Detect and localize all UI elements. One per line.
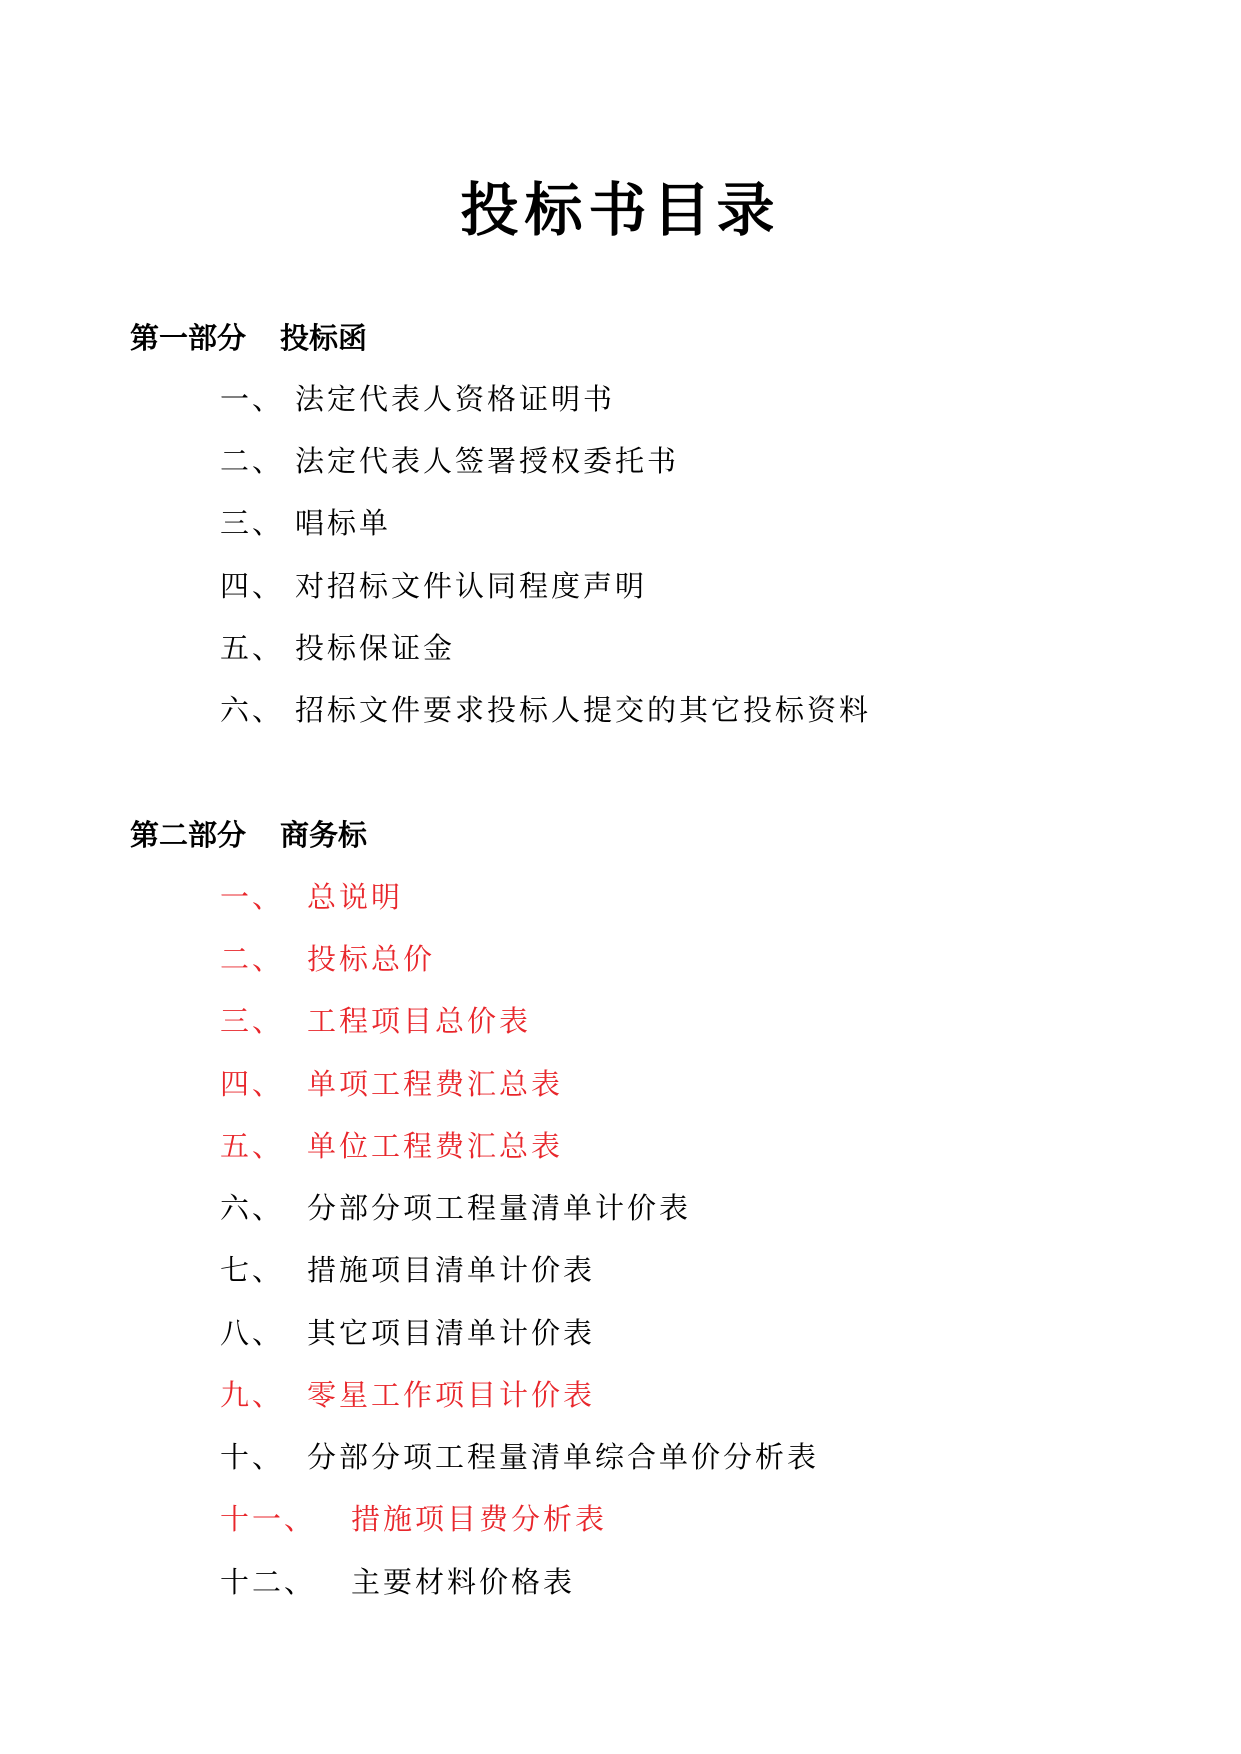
toc-item bbox=[220, 628, 456, 668]
toc-item-number: 一、 bbox=[220, 880, 285, 914]
toc-item bbox=[220, 1001, 532, 1041]
toc-item-number: 二、 bbox=[220, 444, 285, 478]
toc-item-number: 六、 bbox=[220, 693, 285, 727]
toc-item-text: 对招标文件认同程度声明 bbox=[295, 569, 648, 603]
toc-item-number: 五、 bbox=[220, 631, 285, 665]
toc-item-text: 措施项目清单计价表 bbox=[307, 1253, 596, 1287]
toc-item-number: 十一、 bbox=[220, 1502, 317, 1536]
toc-item bbox=[220, 1499, 608, 1539]
toc-item-number: 五、 bbox=[220, 1129, 285, 1163]
toc-item-number: 六、 bbox=[220, 1191, 285, 1225]
toc-item bbox=[220, 1064, 564, 1104]
part-heading-2 bbox=[130, 815, 367, 855]
toc-item-text: 零星工作项目计价表 bbox=[307, 1378, 596, 1412]
toc-item bbox=[220, 1188, 692, 1228]
toc-item-number: 三、 bbox=[220, 506, 285, 540]
part-heading-1 bbox=[130, 318, 367, 358]
toc-item-text: 投标保证金 bbox=[295, 631, 456, 665]
toc-item-number: 十、 bbox=[220, 1440, 285, 1474]
toc-item-text: 单位工程费汇总表 bbox=[307, 1129, 564, 1163]
toc-item-text: 措施项目费分析表 bbox=[351, 1502, 608, 1536]
toc-item bbox=[220, 1126, 564, 1166]
toc-item bbox=[220, 441, 680, 481]
toc-item-number: 七、 bbox=[220, 1253, 285, 1287]
toc-item bbox=[220, 1313, 596, 1353]
toc-item-number: 一、 bbox=[220, 382, 285, 416]
toc-item-text: 主要材料价格表 bbox=[351, 1565, 576, 1599]
toc-item-number: 三、 bbox=[220, 1004, 285, 1038]
toc-item bbox=[220, 379, 616, 419]
toc-item bbox=[220, 566, 648, 606]
toc-item-number: 二、 bbox=[220, 942, 285, 976]
toc-item-text: 其它项目清单计价表 bbox=[307, 1316, 596, 1350]
toc-item-text: 法定代表人资格证明书 bbox=[295, 382, 616, 416]
part-label: 第一部分 bbox=[130, 321, 247, 355]
toc-item-text: 分部分项工程量清单计价表 bbox=[307, 1191, 692, 1225]
toc-item bbox=[220, 1250, 596, 1290]
toc-item-number: 四、 bbox=[220, 1067, 285, 1101]
toc-item bbox=[220, 1562, 576, 1602]
toc-item bbox=[220, 503, 392, 543]
toc-item-text: 唱标单 bbox=[295, 506, 392, 540]
document-title: 投标书目录 bbox=[460, 176, 781, 244]
toc-item-text: 总说明 bbox=[307, 880, 404, 914]
toc-item-number: 十二、 bbox=[220, 1565, 317, 1599]
toc-item bbox=[220, 877, 404, 917]
toc-item bbox=[220, 939, 436, 979]
toc-item-number: 九、 bbox=[220, 1378, 285, 1412]
toc-item-number: 八、 bbox=[220, 1316, 285, 1350]
part-name: 商务标 bbox=[280, 818, 368, 852]
part-name: 投标函 bbox=[280, 321, 368, 355]
toc-item-text: 单项工程费汇总表 bbox=[307, 1067, 564, 1101]
part-label: 第二部分 bbox=[130, 818, 247, 852]
toc-item bbox=[220, 690, 872, 730]
toc-item-text: 工程项目总价表 bbox=[307, 1004, 532, 1038]
toc-item-text: 招标文件要求投标人提交的其它投标资料 bbox=[295, 693, 872, 727]
toc-item-number: 四、 bbox=[220, 569, 285, 603]
toc-item bbox=[220, 1375, 596, 1415]
toc-item-text: 分部分项工程量清单综合单价分析表 bbox=[307, 1440, 820, 1474]
toc-item-text: 法定代表人签署授权委托书 bbox=[295, 444, 680, 478]
toc-item-text: 投标总价 bbox=[307, 942, 436, 976]
toc-item bbox=[220, 1437, 820, 1477]
